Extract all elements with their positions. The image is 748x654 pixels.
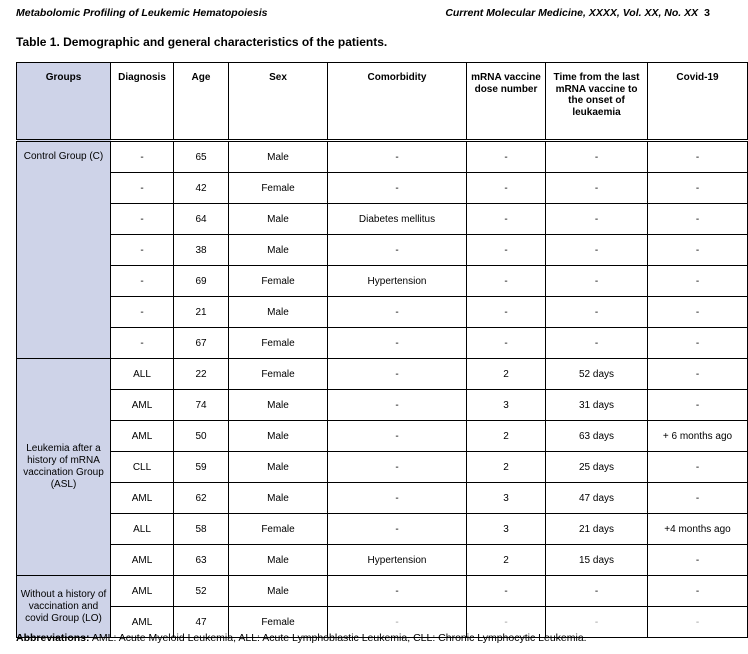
table-cell: - <box>467 204 546 235</box>
table-cell: Female <box>229 514 328 545</box>
table-cell: - <box>546 607 648 638</box>
table-cell: 22 <box>174 359 229 390</box>
table-row <box>17 545 748 576</box>
table-row <box>17 421 748 452</box>
table-cell: - <box>648 545 748 576</box>
table-cell: 50 <box>174 421 229 452</box>
table-cell: - <box>328 141 467 173</box>
table-cell: 21 days <box>546 514 648 545</box>
table-cell: CLL <box>111 452 174 483</box>
table-cell: AML <box>111 421 174 452</box>
table-cell: +4 months ago <box>648 514 748 545</box>
table-cell: - <box>328 359 467 390</box>
table-cell: - <box>467 173 546 204</box>
group-label: Without a history of vaccination and covid Group (LO) <box>17 576 111 638</box>
table-row <box>17 483 748 514</box>
table-cell: - <box>328 297 467 328</box>
table-cell: - <box>648 173 748 204</box>
table-cell: - <box>648 266 748 297</box>
table-row <box>17 390 748 421</box>
table-cell: - <box>328 173 467 204</box>
table-cell: - <box>328 328 467 359</box>
table-row <box>17 328 748 359</box>
table-cell: - <box>648 452 748 483</box>
table-cell: 3 <box>467 483 546 514</box>
table-cell: 25 days <box>546 452 648 483</box>
table-cell: - <box>648 204 748 235</box>
table-row <box>17 266 748 297</box>
table-cell: 2 <box>467 452 546 483</box>
table-cell: - <box>546 297 648 328</box>
table-cell: - <box>546 266 648 297</box>
table-row <box>17 359 748 390</box>
table-cell: Male <box>229 545 328 576</box>
column-header: Comorbidity <box>328 63 467 141</box>
table-cell: Hypertension <box>328 266 467 297</box>
table-cell: - <box>648 483 748 514</box>
column-header: Time from the last mRNA vaccine to the onset of leukaemia <box>546 63 648 141</box>
table-cell: 2 <box>467 359 546 390</box>
table-cell: - <box>467 607 546 638</box>
table-cell: 2 <box>467 545 546 576</box>
table-cell: 63 days <box>546 421 648 452</box>
table-cell: - <box>467 328 546 359</box>
table-cell: 69 <box>174 266 229 297</box>
table-cell: - <box>111 173 174 204</box>
table-cell: - <box>546 204 648 235</box>
table-cell: - <box>328 235 467 266</box>
table-cell: - <box>328 421 467 452</box>
table-cell: - <box>328 607 467 638</box>
table-cell: - <box>328 514 467 545</box>
column-header: mRNA vaccine dose number <box>467 63 546 141</box>
table-row <box>17 297 748 328</box>
table-cell: AML <box>111 483 174 514</box>
table-cell: 3 <box>467 390 546 421</box>
table-cell: - <box>546 235 648 266</box>
table-cell: - <box>328 452 467 483</box>
table-cell: Male <box>229 483 328 514</box>
group-label: Leukemia after a history of mRNA vaccination Group (ASL) <box>17 359 111 576</box>
table-header-row <box>17 63 748 141</box>
column-header: Age <box>174 63 229 141</box>
table-cell: - <box>111 204 174 235</box>
patient-characteristics-table <box>16 62 748 638</box>
table-cell: - <box>328 483 467 514</box>
table-cell: 59 <box>174 452 229 483</box>
table-cell: - <box>467 266 546 297</box>
table-cell: 31 days <box>546 390 648 421</box>
table-cell: 58 <box>174 514 229 545</box>
table-cell: - <box>467 141 546 173</box>
table-cell: 47 days <box>546 483 648 514</box>
page-number: 3 <box>704 7 710 19</box>
running-header <box>16 7 710 21</box>
table-cell: AML <box>111 545 174 576</box>
table-row <box>17 576 748 607</box>
table-cell: - <box>546 328 648 359</box>
table-cell: 21 <box>174 297 229 328</box>
table-cell: - <box>546 576 648 607</box>
table-cell: - <box>111 141 174 173</box>
table-cell: - <box>111 235 174 266</box>
table-cell: 74 <box>174 390 229 421</box>
table-cell: - <box>648 235 748 266</box>
table-cell: Male <box>229 421 328 452</box>
table-cell: - <box>648 297 748 328</box>
table-cell: 62 <box>174 483 229 514</box>
table-row <box>17 204 748 235</box>
table-cell: - <box>546 173 648 204</box>
table-cell: Male <box>229 390 328 421</box>
table-caption: Table 1. Demographic and general characteristics of the patients. <box>16 35 388 49</box>
table-cell: 3 <box>467 514 546 545</box>
table-row <box>17 141 748 173</box>
table-cell: - <box>467 297 546 328</box>
table-cell: 52 <box>174 576 229 607</box>
table-cell: AML <box>111 390 174 421</box>
table-cell: Male <box>229 235 328 266</box>
table-cell: 65 <box>174 141 229 173</box>
table-row <box>17 514 748 545</box>
abbreviations-text: AML: Acute Myeloid Leukemia, ALL: Acute Lymphoblastic Leukemia, CLL: Chronic Lymphocytic Leukemia. <box>91 632 587 644</box>
table-cell: 52 days <box>546 359 648 390</box>
table-cell: - <box>111 297 174 328</box>
table-cell: - <box>648 390 748 421</box>
table-cell: Female <box>229 607 328 638</box>
table-cell: AML <box>111 576 174 607</box>
table-cell: + 6 months ago <box>648 421 748 452</box>
abbreviations-label: Abbreviations: <box>16 632 90 644</box>
table-cell: Female <box>229 328 328 359</box>
table-cell: Male <box>229 141 328 173</box>
table-cell: - <box>467 576 546 607</box>
table-cell: - <box>648 141 748 173</box>
table-cell: - <box>467 235 546 266</box>
table-cell: Hypertension <box>328 545 467 576</box>
table-cell: ALL <box>111 359 174 390</box>
column-header: Diagnosis <box>111 63 174 141</box>
table-cell: 15 days <box>546 545 648 576</box>
table-cell: - <box>111 266 174 297</box>
table-cell: Male <box>229 204 328 235</box>
table-cell: AML <box>111 607 174 638</box>
table-row <box>17 235 748 266</box>
abbreviations-note <box>16 632 587 644</box>
table-cell: 67 <box>174 328 229 359</box>
group-label: Control Group (C) <box>17 141 111 359</box>
table-cell: 63 <box>174 545 229 576</box>
table-row <box>17 452 748 483</box>
table-cell: Female <box>229 359 328 390</box>
table-cell: - <box>328 576 467 607</box>
table-cell: 64 <box>174 204 229 235</box>
table-cell: 38 <box>174 235 229 266</box>
table-cell: Male <box>229 297 328 328</box>
table-row <box>17 173 748 204</box>
table-cell: - <box>648 359 748 390</box>
table-cell: Male <box>229 576 328 607</box>
column-header: Sex <box>229 63 328 141</box>
column-header: Covid-19 <box>648 63 748 141</box>
table-cell: 47 <box>174 607 229 638</box>
table-cell: Diabetes mellitus <box>328 204 467 235</box>
table-cell: 2 <box>467 421 546 452</box>
table-cell: Female <box>229 266 328 297</box>
table-cell: - <box>648 607 748 638</box>
running-title: Metabolomic Profiling of Leukemic Hematopoiesis <box>16 7 268 19</box>
table-cell: Male <box>229 452 328 483</box>
table-cell: - <box>546 141 648 173</box>
journal-citation <box>445 7 710 19</box>
table-cell: - <box>328 390 467 421</box>
table-cell: Female <box>229 173 328 204</box>
table-cell: 42 <box>174 173 229 204</box>
table-cell: ALL <box>111 514 174 545</box>
table-cell: - <box>111 328 174 359</box>
journal-ref: Current Molecular Medicine, XXXX, Vol. XX, No. XX <box>445 7 699 19</box>
column-header: Groups <box>17 63 111 141</box>
table-cell: - <box>648 328 748 359</box>
table-cell: - <box>648 576 748 607</box>
